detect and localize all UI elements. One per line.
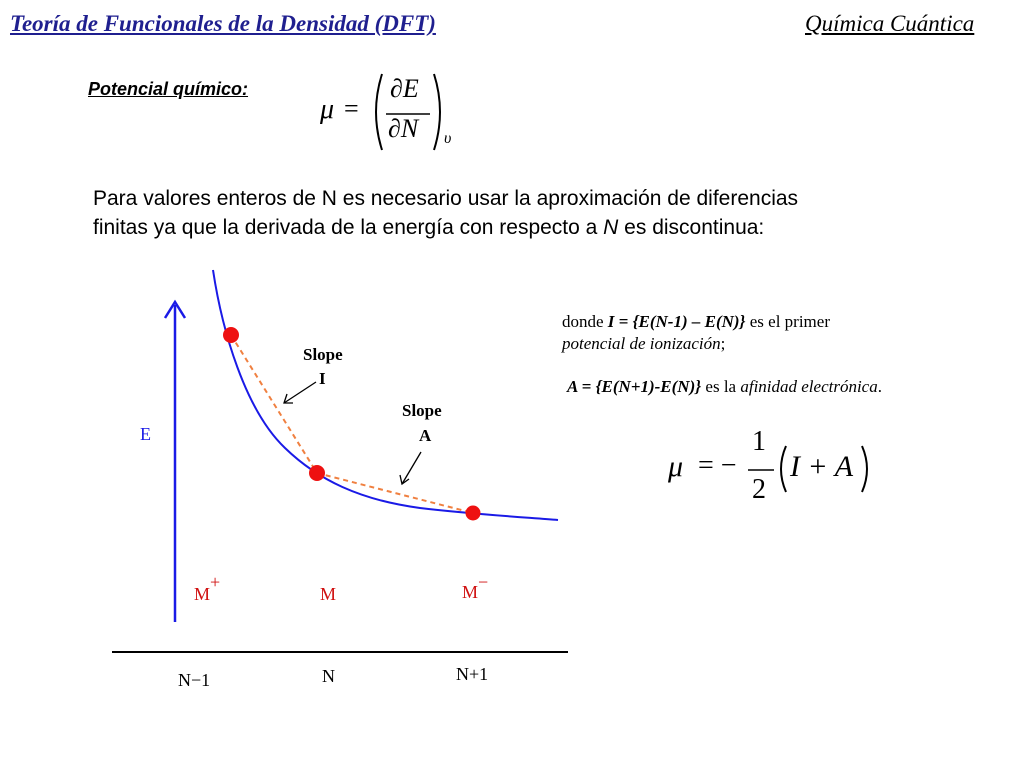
note-ionization-formula: I = {E(N-1) – E(N)} [607, 312, 746, 331]
note-ionization-term: potencial de ionización [562, 334, 721, 353]
eq2-body: I + A [790, 450, 854, 483]
equation-mulliken [668, 426, 888, 516]
note-affinity-mid: es la [701, 377, 741, 396]
x-label-n-plus-1: N+1 [456, 664, 489, 684]
slope-I-label-line-2: I [319, 369, 326, 388]
note-affinity [567, 376, 1007, 398]
note-ionization [562, 311, 1002, 355]
eq1-equals: = [344, 94, 359, 123]
point-n [309, 465, 325, 481]
eq2-equals: = − [698, 450, 737, 481]
note-ionization-line-1 [562, 311, 1002, 333]
energy-curve [213, 270, 558, 520]
axis-label-e: E [140, 424, 151, 444]
slope-I-label-line-1: Slope [303, 345, 343, 364]
paragraph-variable-n: N [603, 216, 619, 239]
eq2-denominator: 2 [752, 474, 766, 505]
note-affinity-term: afinidad electrónica [740, 377, 878, 396]
eq1-subscript: υ [444, 130, 452, 147]
paragraph-line-2-text: finitas ya que la derivada de la energía con respecto a [93, 216, 604, 239]
note-ionization-pre: donde [562, 312, 608, 331]
paragraph-line-1: Para valores enteros de N es necesario usar la aproximación de diferencias [93, 187, 799, 210]
x-label-n: N [322, 666, 335, 686]
eq2-mu: μ [668, 450, 684, 483]
eq1-numerator: ∂E [390, 74, 419, 103]
note-ionization-end: ; [720, 334, 726, 353]
x-label-n-minus-1: N−1 [178, 670, 211, 690]
eq2-numerator: 1 [752, 426, 766, 457]
species-neutral: M [320, 584, 337, 604]
note-affinity-formula: A = {E(N+1)-E(N)} [567, 377, 702, 396]
slope-A-arrow [402, 452, 421, 484]
species-anion: M− [462, 572, 489, 602]
eq1-denominator: ∂N [388, 114, 419, 143]
note-ionization-line-2 [562, 333, 1002, 355]
species-cation: M+ [194, 572, 221, 604]
slope-A-label-line-1: Slope [402, 401, 442, 420]
eq1-mu: μ [320, 94, 335, 125]
eq2-fraction-bar [746, 468, 776, 472]
slope-A-chord [317, 473, 473, 513]
section-label: Potencial químico: [88, 79, 249, 99]
header-subject: Química Cuántica [805, 11, 975, 36]
point-n-plus-1 [466, 506, 481, 521]
paragraph-line-2-end: es discontinua: [618, 216, 765, 239]
slope-I-arrow [284, 382, 316, 403]
header-title: Teoría de Funcionales de la Densidad (DFT) [10, 11, 436, 36]
slope-A-label-line-2: A [419, 426, 432, 445]
point-n-minus-1 [223, 327, 239, 343]
note-affinity-end: . [877, 377, 882, 396]
note-ionization-post: es el primer [745, 312, 830, 331]
